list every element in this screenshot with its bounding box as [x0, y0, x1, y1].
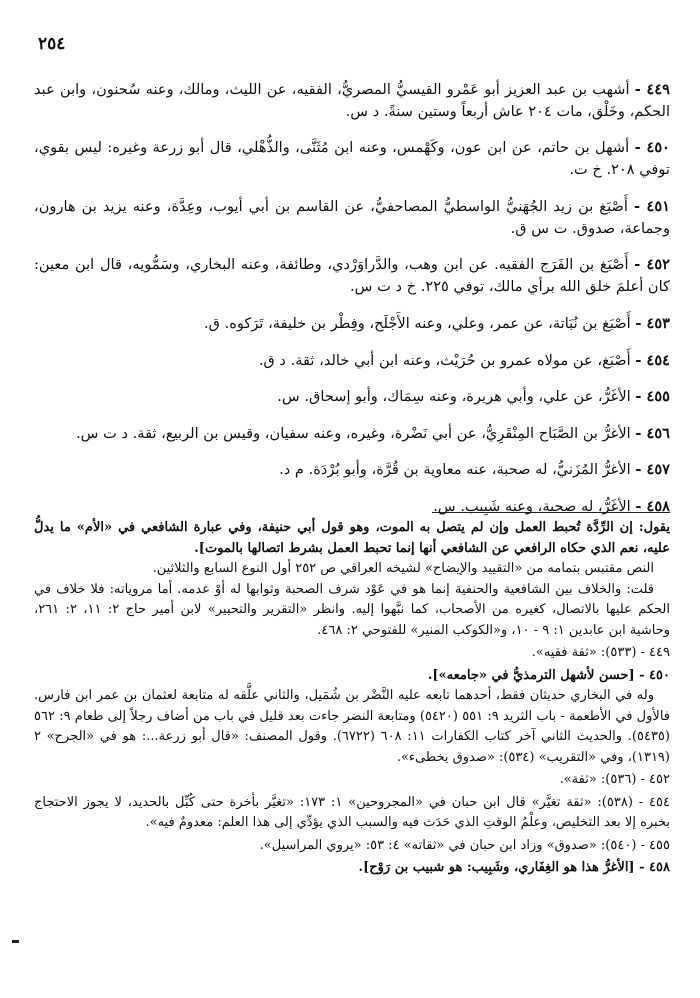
footnote-452: ٤٥٢ - (٥٣٦): «ثقة». [559, 772, 670, 787]
footnote-divider [432, 512, 670, 513]
entry-text: أشهل بن حاتم، عن ابن عون، وكَهْمس، وعنه ابن مُثَنَّى، والذُّهْلي، قال أبو زرعة وغيره: ليس بقوي، توفي ٢٠٨. خ ت. [34, 139, 670, 179]
entry-number: ٤٤٩ - [634, 80, 671, 98]
entry-number: ٤٥٤ - [635, 351, 670, 369]
entry-456 [34, 423, 670, 445]
entry-number: ٤٥٧ - [635, 461, 670, 479]
entry-458 [34, 496, 670, 518]
footnote-450: ٤٥٠ - [حسن لأشهل الترمذيُّ في «جامعه»]. [427, 667, 670, 683]
footnote-450-detail: وله في البخاري حديثان فقط، أحدهما تابعه عليه النَّضْر بن شُمَيل، والثاني علَّقه له متابعة لعثمان بن عمر ابن فارس. فالأول في الأطعمة - باب الثريد ٩: ٥٥١ (٥٤٢٠) ومتابعة النضر جاءت بعد قليل في باب من أضاف رجلاً إلى طعام ٩: ٥٦٢ (٥٤٣٥). والحديث الثاني آخر كتاب الكفارات ١١: ٦٠٨ (٦٧٢٢). وقول المصنف: «قال أبو زرعة...: هو في «الجرح» ٢ (١٣١٩)، وفي «التقريب» (٥٣٤): «صدوق يخطىء». [34, 688, 670, 765]
entry-452 [34, 254, 670, 298]
entry-text: أَصْبَغ بن زيد الجُهَنيُّ الواسطيُّ المصاحفيُّ، عن القاسم بن أبي أيوب، وعِدَّة، وعنه يزيد بن هارون، وجماعة، صدوق. ت س ق. [34, 197, 670, 237]
entry-text: أَصْبَغ بن الفَرَج الفقيه. عن ابن وهب، والدَّراوَرْدي، وطائفة، وعنه البخاري، وسَمُّويه، قال ابن معين: كان أعلمَ خلق الله برأي مالك، توفي ٢٢٥. خ د ت س. [34, 256, 670, 296]
margin-mark [12, 940, 19, 943]
entry-number: ٤٥٠ - [634, 139, 671, 157]
entry-number: ٤٥١ - [633, 197, 671, 215]
entry-number: ٤٥٣ - [635, 314, 670, 332]
entry-text: الأغرُّ المُزَنيُّ، له صحبة، عنه معاوية بن قُرَّة، وأبو بُرْدَة. م د. [279, 461, 631, 479]
entry-text: أَصْبَغ، عن مولاه عمرو بن حُرَيْث، وعنه ابن أبي خالد، ثقة. د ق. [258, 351, 631, 369]
entry-453 [34, 313, 670, 335]
footnote-454: ٤٥٤ - (٥٣٨): «ثقة تغيَّر» قال ابن حبان في «المجروحين» ١: ١٧٣: «تغيَّر بأخرة حتى كُبِّل بالحديد، لا يجوز الاحتجاج بخبره إلا بعد التخليص، وعلْمُ الوقتِ الذي حَدَث فيه والسبب الذي يؤدِّي إلى هذا العلم: معدومٌ فيه». [34, 794, 670, 830]
entry-text: أشهب بن عبد العزيز أبو عَمْرو القيسيُّ المصريُّ، الفقيه، عن الليث، ومالك، وعنه سُحنون، وابن عبد الحكم، وخَلْق، مات ٢٠٤ عاش أربعاً وستين سنةً. د س. [34, 80, 670, 120]
entry-text: الأغَرُّ، له صحبة، وعنه شَبِيب. س. [433, 497, 631, 515]
entry-text: الأغَرُّ، عن علي، وأبي هريرة، وعنه سِمَاك، وأبو إسحاق. س. [277, 388, 631, 406]
entry-450 [34, 137, 670, 181]
entry-455 [34, 386, 670, 408]
entry-number: ٤٥٢ - [634, 256, 671, 274]
page-number: ٢٥٤ [38, 34, 66, 54]
entry-number: ٤٥٦ - [635, 424, 670, 442]
footnote-458: ٤٥٨ - [الأغرُّ هذا هو الغِفَاري، وشَبِيب: هو شبيب بن رَوْح]. [358, 860, 670, 875]
entry-454 [34, 350, 670, 372]
entry-457 [34, 459, 670, 481]
entry-449 [34, 79, 670, 123]
footnote-source: النص مقتبس بتمامه من «التقييد والإيضاح» لشيخه العراقي ص ٢٥٢ أول النوع السابع والثلاثين. [152, 561, 654, 576]
entry-text: الأغرُّ بن الصَّبَاح المِنْقَرِيُّ، عن أبي نَضْرة، وغيره، وعنه سفيان، وقيس بن الربيع، ثقة. د ت س. [76, 424, 631, 442]
footnote-comment: قلت: والخلاف بين الشافعية والحنفية إنما هو في عَوْد شرف الصحبة وثوابها له أوْ عدمه. أما مروياته: فلا خلاف في الحكم عليها بالاتصال، كغيره من الأصحاب، كما نبَّهوا إليه. وانظر «التقرير والتحبير» لابن أمير حاج ٢: ١١، ٢: ٢٦١، وحاشية ابن عابدين ١: ٩ - ١٠، و«الكوكب المنير» للفتوحي ٢: ٤٦٨. [34, 581, 671, 638]
main-text [34, 64, 670, 526]
footnote-455: ٤٥٥ - (٥٤٠): «صدوق» وزاد ابن حبان في «ثقاته» ٤: ٥٣: «يروي المراسيل». [259, 837, 670, 853]
footnotes [34, 518, 670, 879]
footnote-449: ٤٤٩ - (٥٣٣): «ثقة فقيه». [531, 645, 670, 660]
entry-number: ٤٥٥ - [635, 388, 670, 406]
entry-451 [34, 196, 670, 240]
entry-number: ٤٥٨ - [635, 497, 670, 515]
footnote-continuation: يقول: إن الرِّدَّة تُحبط العمل وإن لم يتصل به الموت، وهو قول أبي حنيفة، وفي عبارة الشافعي في «الأم» ما يدلُّ عليه، نعم الذي حكاه الرافعي عن الشافعي أنها إنما تحبط العمل بشرط اتصالها بالموت]. [34, 520, 670, 556]
entry-text: أَصْبَغ بن نُبَاتة، عن عمر، وعلي، وعنه الأَجْلَح، وفِطْر بن خليفة، تَرَكوه. ق. [203, 314, 631, 332]
